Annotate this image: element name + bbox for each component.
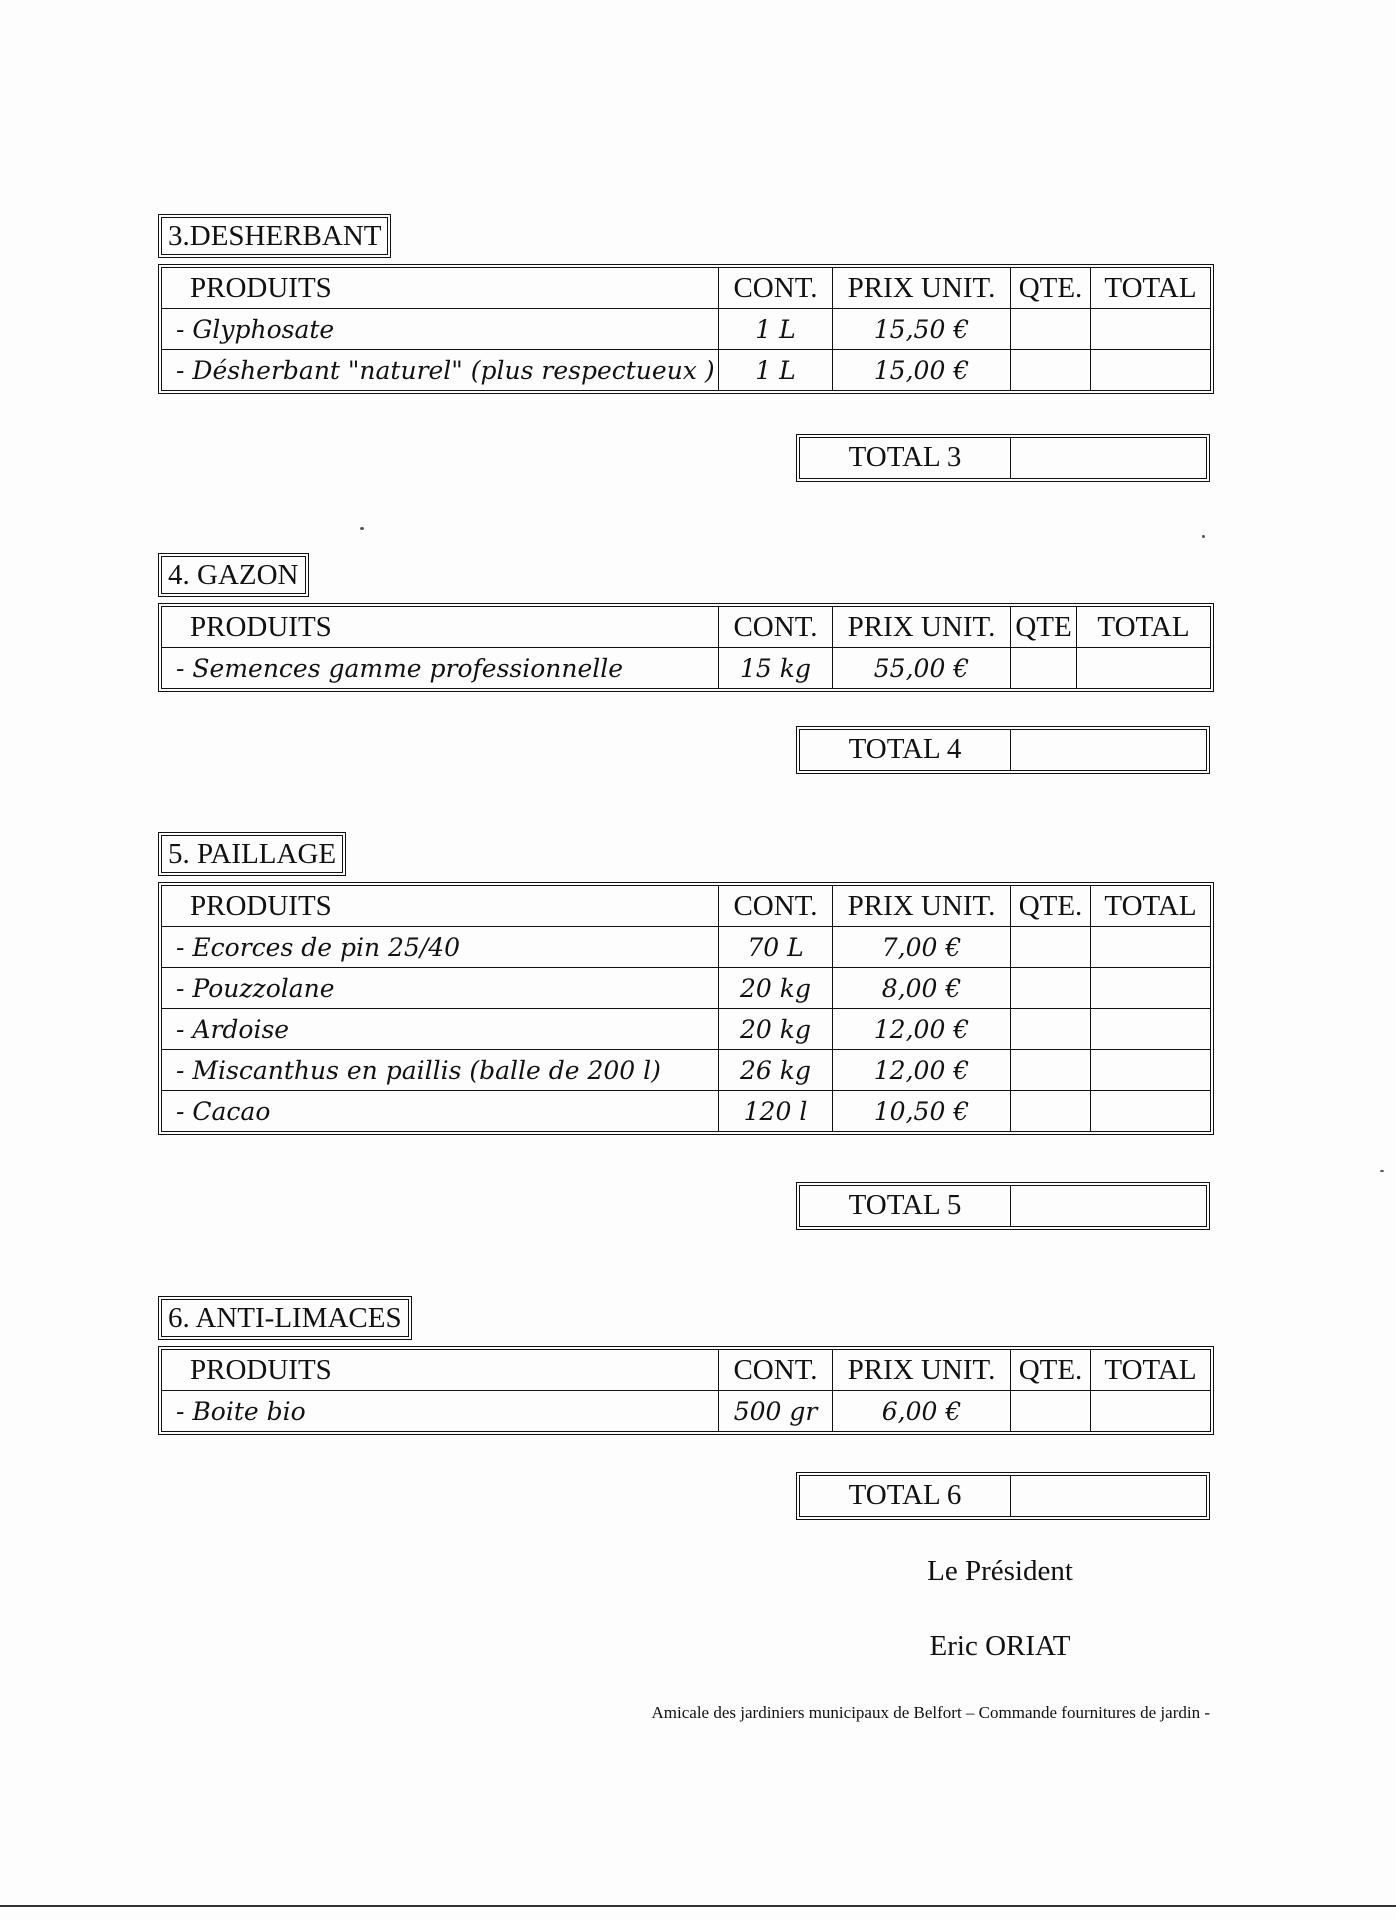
product-container: 1 L (719, 309, 833, 350)
section-title: 4. GAZON (161, 556, 306, 594)
table-row (162, 927, 1211, 968)
header-prix-unit: PRIX UNIT. (833, 1350, 1011, 1391)
header-cont: CONT. (719, 886, 833, 927)
quantity-cell[interactable] (1011, 1091, 1091, 1132)
product-unit-price: 15,00 € (833, 350, 1011, 391)
quantity-cell[interactable] (1011, 968, 1091, 1009)
header-cont: CONT. (719, 1350, 833, 1391)
section-total-value[interactable] (1011, 1186, 1206, 1226)
page-footer: Amicale des jardiniers municipaux de Belfort – Commande fournitures de jardin - (651, 1703, 1210, 1722)
line-total-cell[interactable] (1091, 1050, 1211, 1091)
header-produits: PRODUITS (162, 268, 719, 309)
section-total-label: TOTAL 3 (800, 438, 1011, 478)
section-total-value[interactable] (1011, 730, 1206, 770)
header-produits: PRODUITS (162, 607, 719, 648)
section-total-box (796, 1182, 1210, 1230)
line-total-cell[interactable] (1091, 309, 1211, 350)
header-qte: QTE. (1011, 268, 1091, 309)
table-header-row (162, 607, 1211, 648)
header-total: TOTAL (1091, 268, 1211, 309)
section-total-label: TOTAL 6 (800, 1476, 1011, 1516)
table-header-row (162, 268, 1211, 309)
scan-edge-line (0, 1905, 1396, 1907)
section-total-value[interactable] (1011, 438, 1206, 478)
line-total-cell[interactable] (1077, 648, 1211, 689)
section-anti-limaces (158, 1296, 1214, 1435)
product-container: 15 kg (719, 648, 833, 689)
section-total-box (796, 726, 1210, 774)
scan-speck (360, 527, 364, 530)
table-row (162, 968, 1211, 1009)
line-total-cell[interactable] (1091, 927, 1211, 968)
section-total-box (796, 1472, 1210, 1520)
header-prix-unit: PRIX UNIT. (833, 268, 1011, 309)
scan-speck (1202, 535, 1205, 538)
header-produits: PRODUITS (162, 886, 719, 927)
table-row (162, 1050, 1211, 1091)
product-name: - Semences gamme professionnelle (162, 648, 719, 689)
section-paillage (158, 832, 1214, 1135)
header-cont: CONT. (719, 268, 833, 309)
header-qte: QTE. (1011, 1350, 1091, 1391)
quantity-cell[interactable] (1011, 1050, 1091, 1091)
line-total-cell[interactable] (1091, 350, 1211, 391)
line-total-cell[interactable] (1091, 1009, 1211, 1050)
product-container: 70 L (719, 927, 833, 968)
product-container: 500 gr (719, 1391, 833, 1432)
header-total: TOTAL (1091, 886, 1211, 927)
table-header-row (162, 886, 1211, 927)
section-title-box (158, 214, 391, 258)
product-container: 20 kg (719, 1009, 833, 1050)
product-unit-price: 12,00 € (833, 1050, 1011, 1091)
product-unit-price: 8,00 € (833, 968, 1011, 1009)
scan-speck (1380, 1170, 1384, 1172)
product-container: 26 kg (719, 1050, 833, 1091)
product-unit-price: 7,00 € (833, 927, 1011, 968)
section-title-box (158, 553, 309, 597)
header-cont: CONT. (719, 607, 833, 648)
product-name: - Ecorces de pin 25/40 (162, 927, 719, 968)
header-produits: PRODUITS (162, 1350, 719, 1391)
quantity-cell[interactable] (1011, 350, 1091, 391)
header-prix-unit: PRIX UNIT. (833, 886, 1011, 927)
header-total: TOTAL (1077, 607, 1211, 648)
section-total-label: TOTAL 4 (800, 730, 1011, 770)
product-name: - Désherbant "naturel" (plus respectueux ) (162, 350, 719, 391)
products-table (158, 1346, 1214, 1435)
product-name: - Boite bio (162, 1391, 719, 1432)
header-qte: QTE (1011, 607, 1077, 648)
product-unit-price: 10,50 € (833, 1091, 1011, 1132)
table-row (162, 309, 1211, 350)
quantity-cell[interactable] (1011, 1009, 1091, 1050)
product-unit-price: 6,00 € (833, 1391, 1011, 1432)
section-title: 3.DESHERBANT (161, 217, 388, 255)
product-name: - Pouzzolane (162, 968, 719, 1009)
product-container: 20 kg (719, 968, 833, 1009)
quantity-cell[interactable] (1011, 309, 1091, 350)
product-container: 120 l (719, 1091, 833, 1132)
products-table (158, 603, 1214, 692)
product-name: - Miscanthus en paillis (balle de 200 l) (162, 1050, 719, 1091)
section-title: 6. ANTI-LIMACES (161, 1299, 409, 1337)
section-total-value[interactable] (1011, 1476, 1206, 1516)
table-row (162, 1391, 1211, 1432)
quantity-cell[interactable] (1011, 927, 1091, 968)
header-total: TOTAL (1091, 1350, 1211, 1391)
header-qte: QTE. (1011, 886, 1091, 927)
section-total-box (796, 434, 1210, 482)
line-total-cell[interactable] (1091, 1391, 1211, 1432)
section-title-box (158, 832, 346, 876)
product-unit-price: 12,00 € (833, 1009, 1011, 1050)
line-total-cell[interactable] (1091, 968, 1211, 1009)
product-name: - Glyphosate (162, 309, 719, 350)
section-desherbant (158, 214, 1214, 394)
table-row (162, 1091, 1211, 1132)
product-unit-price: 55,00 € (833, 648, 1011, 689)
product-container: 1 L (719, 350, 833, 391)
signature-role: Le Président (927, 1555, 1073, 1587)
line-total-cell[interactable] (1091, 1091, 1211, 1132)
section-title: 5. PAILLAGE (161, 835, 343, 873)
section-gazon (158, 553, 1214, 692)
section-total-label: TOTAL 5 (800, 1186, 1011, 1226)
product-name: - Cacao (162, 1091, 719, 1132)
table-row (162, 1009, 1211, 1050)
table-row (162, 350, 1211, 391)
product-name: - Ardoise (162, 1009, 719, 1050)
table-header-row (162, 1350, 1211, 1391)
table-row (162, 648, 1211, 689)
section-title-box (158, 1296, 412, 1340)
signature-name: Eric ORIAT (929, 1630, 1071, 1662)
header-prix-unit: PRIX UNIT. (833, 607, 1011, 648)
quantity-cell[interactable] (1011, 648, 1077, 689)
products-table (158, 882, 1214, 1135)
product-unit-price: 15,50 € (833, 309, 1011, 350)
products-table (158, 264, 1214, 394)
quantity-cell[interactable] (1011, 1391, 1091, 1432)
